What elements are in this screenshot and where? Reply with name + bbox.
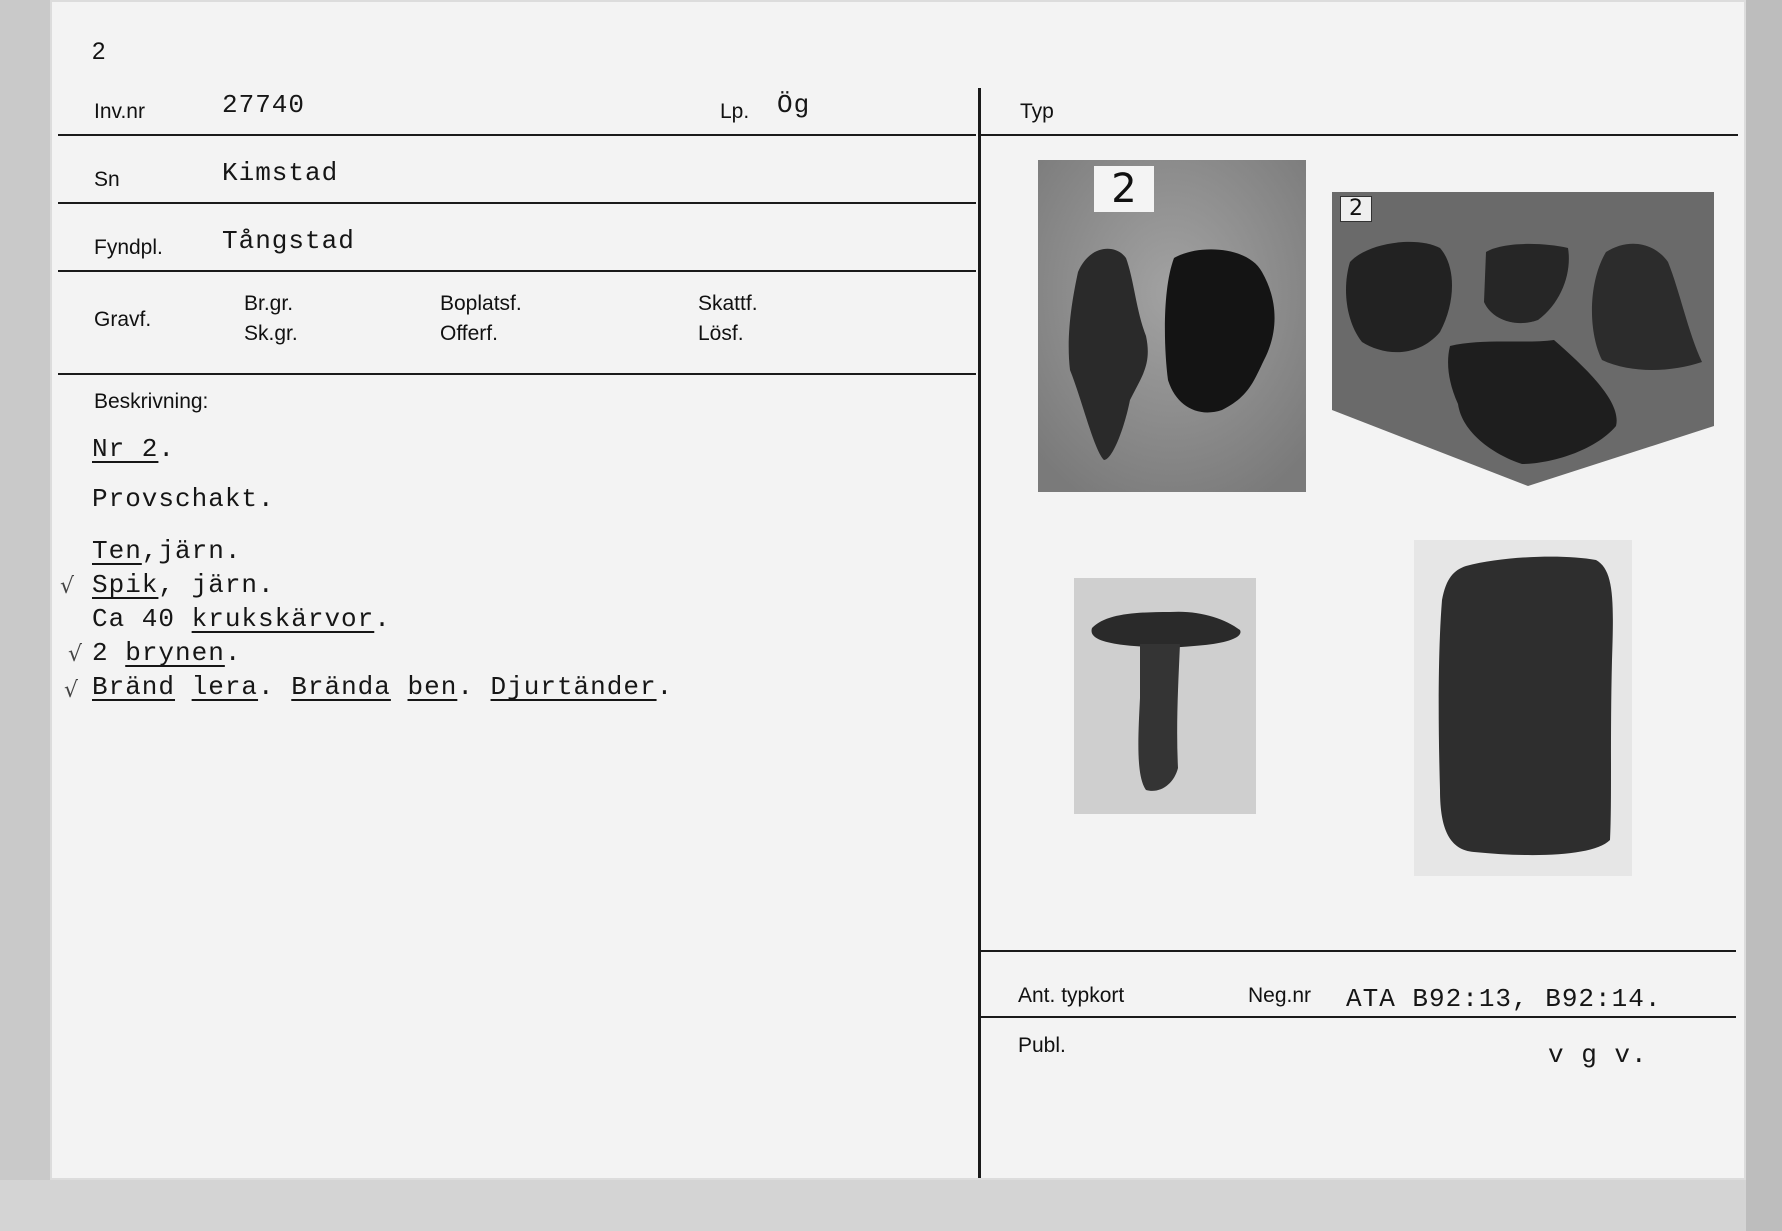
desc-lera: lera: [191, 672, 259, 702]
desc-nr-dot: .: [158, 434, 176, 464]
rule-inv: [58, 134, 976, 136]
fyndpl-label: Fyndpl.: [94, 236, 163, 259]
desc-brynen-dot: .: [224, 638, 242, 668]
photo-tag-2: 2: [1340, 196, 1372, 222]
ant-typkort-label: Ant. typkort: [1018, 984, 1125, 1007]
sn-value: Kimstad: [222, 158, 339, 188]
photo-whetstone: [1414, 540, 1632, 876]
desc-2: 2: [92, 638, 126, 668]
rule-gravf: [58, 373, 976, 375]
desc-ten: Ten: [92, 536, 142, 566]
lp-label: Lp.: [720, 100, 750, 123]
fyndpl-value: Tångstad: [222, 226, 355, 256]
vgv-note: v g v.: [1548, 1040, 1648, 1070]
offerf-label: Offerf.: [440, 322, 498, 345]
inv-label: Inv.nr: [94, 100, 145, 123]
check-mark-brynen: √: [68, 642, 83, 667]
photo-nail: [1074, 578, 1256, 814]
desc-nr: Nr 2: [92, 434, 159, 464]
photo-tag-1: 2: [1094, 166, 1154, 212]
card-right-edge: [1746, 0, 1782, 1231]
negnr-label: Neg.nr: [1248, 984, 1312, 1007]
photo-fragments-1: [1038, 160, 1306, 492]
rule-negnr: [980, 1016, 1736, 1018]
card-bottom-edge: [0, 1180, 1782, 1231]
desc-ten-rest: ,järn.: [141, 536, 242, 566]
desc-line-5: [92, 604, 391, 634]
card-number: 2: [92, 38, 106, 65]
check-mark-brand: √: [64, 678, 79, 703]
desc-dot-3: .: [656, 672, 674, 702]
brgr-label: Br.gr.: [244, 292, 294, 315]
photo-shards: [1332, 192, 1714, 488]
desc-brand: Bränd: [92, 672, 176, 702]
publ-label: Publ.: [1018, 1034, 1066, 1057]
desc-branda: Brända: [291, 672, 391, 702]
boplatsf-label: Boplatsf.: [440, 292, 522, 315]
check-mark-spik: √: [60, 574, 75, 599]
desc-spik-rest: , järn.: [158, 570, 275, 600]
rule-typ: [980, 134, 1738, 136]
column-divider: [978, 88, 981, 1178]
desc-line-2: Provschakt.: [92, 484, 275, 514]
desc-spik: Spik: [92, 570, 159, 600]
typ-label: Typ: [1020, 100, 1054, 123]
beskrivning-label: Beskrivning:: [94, 390, 209, 413]
skgr-label: Sk.gr.: [244, 322, 298, 345]
desc-krukskarvor-dot: .: [374, 604, 391, 634]
lp-value: Ög: [777, 90, 811, 120]
skattf-label: Skattf.: [698, 292, 758, 315]
losf-label: Lösf.: [698, 322, 744, 345]
desc-line-6: [92, 638, 241, 668]
desc-line-7: [92, 672, 673, 702]
desc-line-4: [92, 570, 275, 600]
inv-value: 27740: [222, 90, 306, 120]
gravf-label: Gravf.: [94, 308, 152, 331]
desc-line-3: [92, 536, 241, 566]
rule-fyndpl: [58, 270, 976, 272]
desc-line-1: [92, 434, 175, 464]
desc-ben: ben: [407, 672, 458, 702]
desc-brynen: brynen: [125, 638, 225, 668]
rule-ant: [980, 950, 1736, 952]
rule-sn: [58, 202, 976, 204]
sn-label: Sn: [94, 168, 120, 191]
desc-dot-2: .: [457, 672, 474, 702]
desc-ca40: Ca 40: [92, 604, 192, 634]
negnr-value: ATA B92:13, B92:14.: [1346, 984, 1662, 1014]
desc-dot-1: .: [258, 672, 275, 702]
desc-krukskarvor: krukskärvor: [191, 604, 375, 634]
desc-djurtander: Djurtänder: [490, 672, 657, 702]
